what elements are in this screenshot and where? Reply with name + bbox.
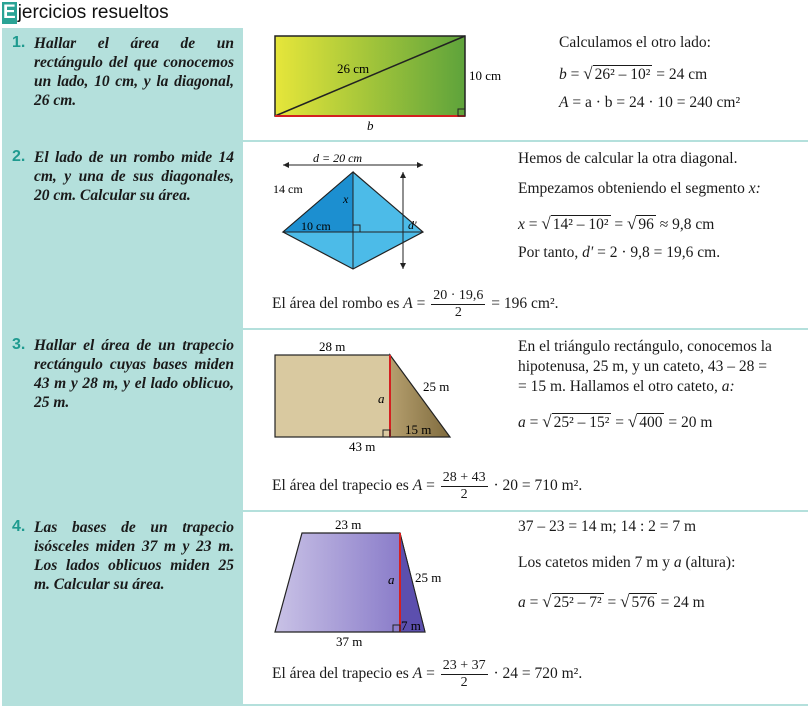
- x-label: x: [343, 192, 349, 206]
- divider: [2, 704, 808, 706]
- d-label: d = 20 cm: [313, 151, 363, 165]
- problem-4-statement-panel: [2, 512, 243, 706]
- sol-area: A = a · b = 24 · 10 = 240 cm²: [559, 94, 741, 111]
- problem-3-solution: [245, 330, 808, 510]
- base-label: b: [367, 118, 374, 133]
- sol-line-1: Calculamos el otro lado:: [559, 34, 711, 51]
- problem-1-solution: [245, 28, 808, 140]
- arrow-head: [400, 263, 406, 269]
- problem-number: 1.: [12, 34, 26, 51]
- sol-area: El área del rombo es A = $\frac{20 \cdot 19,6}{2}$ = 196 cm².: [272, 288, 559, 320]
- bottom-base-label: 37 m: [336, 634, 363, 649]
- sol-area: El área del trapecio es A = $\frac{23 + 37}{2}$ · 24 = 720 m².: [272, 658, 583, 690]
- sol-b-eq: b = √ 26² – 10² = 24 cm: [559, 64, 708, 83]
- arrow-head: [417, 162, 423, 168]
- top-base-label: 23 m: [335, 517, 362, 532]
- sol-line-4: Por tanto, d' = 2 · 9,8 = 19,6 cm.: [518, 244, 721, 261]
- problem-statement: Hallar el área de un rectángulo del que conocemos un lado, 10 cm, y la diagonal, 26 cm.: [34, 35, 234, 109]
- sol-line-1: Hemos de calcular la otra diagonal.: [518, 150, 738, 167]
- problem-2-statement-panel: [2, 142, 243, 328]
- slant-label: 25 m: [423, 379, 450, 394]
- problem-3-statement-panel: [2, 330, 243, 510]
- top-base-label: 28 m: [319, 339, 346, 354]
- dprime-label: d': [408, 218, 417, 232]
- slant-label: 25 m: [415, 570, 442, 585]
- sol-line-2: Los catetos miden 7 m y a (altura):: [518, 554, 736, 571]
- header-title: jercicios resueltos: [17, 2, 169, 23]
- diagonal-label: 26 cm: [337, 61, 370, 76]
- header-initial: E: [3, 2, 16, 23]
- bottom-base-label: 43 m: [349, 439, 376, 454]
- height-label: a: [378, 391, 385, 406]
- half-label: 10 cm: [301, 219, 331, 233]
- side-label: 14 cm: [273, 182, 303, 196]
- rectangle-part: [275, 355, 390, 437]
- page-header: [2, 2, 808, 26]
- problem-statement: Las bases de un trapecio isósceles miden 37 m y 23 m. Los lados oblicuos miden 25 m. Calcular su área.: [34, 519, 234, 593]
- problem-1-statement-panel: [2, 28, 243, 140]
- problem-2: [2, 142, 808, 328]
- problem-1: [2, 28, 808, 140]
- right-trapezoid-figure: [265, 335, 495, 465]
- sol-a-eq: a = √ 25² – 7² = √ 576 = 24 m: [518, 592, 705, 611]
- problem-statement: Hallar el área de un trapecio rectángulo cuyas bases miden 43 m y 28 m, y el lado oblicuo, 25 m.: [34, 337, 234, 411]
- arrow-head: [400, 172, 406, 178]
- sol-line-2: Empezamos obteniendo el segmento x:: [518, 180, 761, 197]
- rhombus-figure: [265, 147, 505, 282]
- segment-label: 15 m: [405, 422, 432, 437]
- sol-x-eq: x = √ 14² – 10² = √ 96 ≈ 9,8 cm: [518, 214, 715, 233]
- problem-4-solution: [245, 512, 808, 706]
- side-label: 10 cm: [469, 68, 502, 83]
- sol-area: El área del trapecio es A = $\frac{28 + 43}{2}$ · 20 = 710 m².: [272, 470, 583, 502]
- problem-number: 3.: [12, 336, 26, 353]
- sol-line-1: En el triángulo rectángulo, conocemos la: [518, 338, 772, 355]
- sol-line-3: = 15 m. Hallamos el otro cateto, a:: [518, 378, 735, 395]
- problem-number: 4.: [12, 518, 26, 535]
- height-label: a: [388, 572, 395, 587]
- sol-line-1: 37 – 23 = 14 m; 14 : 2 = 7 m: [518, 518, 697, 535]
- arrow-head: [283, 162, 289, 168]
- rectangle-figure: [265, 28, 525, 140]
- problem-statement: El lado de un rombo mide 14 cm, y una de sus diagonales, 20 cm. Calcular su área.: [34, 149, 234, 204]
- problem-4: [2, 512, 808, 706]
- isosceles-trapezoid-figure: [265, 517, 495, 657]
- problem-3: [2, 330, 808, 510]
- problem-number: 2.: [12, 148, 26, 165]
- problem-2-solution: [245, 142, 808, 328]
- sol-a-eq: a = √ 25² – 15² = √ 400 = 20 m: [518, 412, 713, 431]
- segment-label: 7 m: [401, 618, 421, 633]
- sol-line-2: hipotenusa, 25 m, y un cateto, 43 – 28 =: [518, 358, 767, 375]
